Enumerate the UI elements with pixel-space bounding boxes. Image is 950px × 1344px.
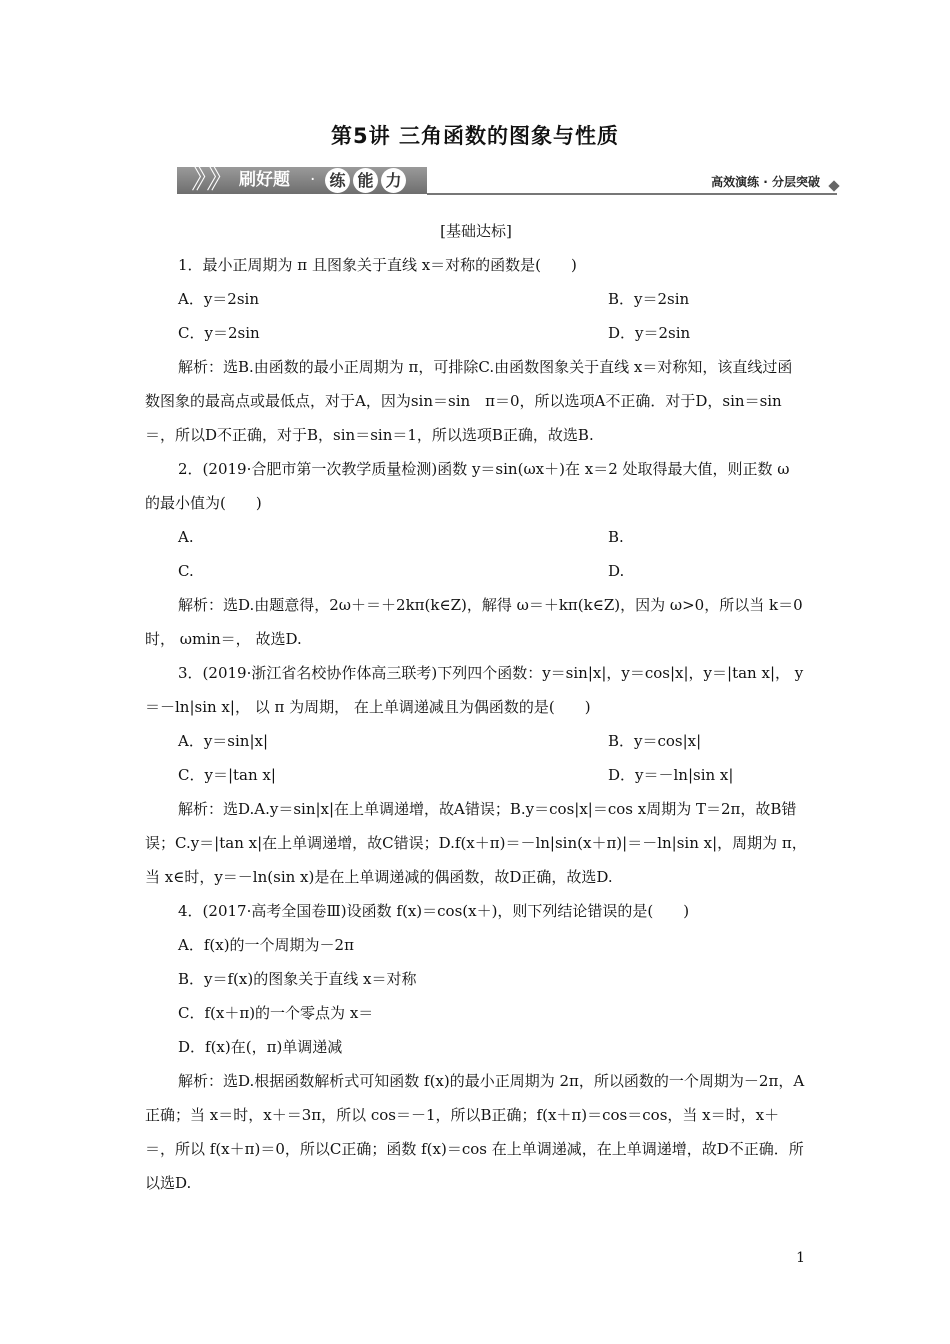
- chevron-right-icon: 》》: [191, 161, 236, 196]
- analysis-text: 解析：选D.由题意得，2ω＋＝＋2kπ(k∈Z)，解得 ω＝＋kπ(k∈Z)，因为 ω>0，所以当 k＝0 时， ωmin＝， 故选D.: [145, 596, 803, 648]
- page-number: 1: [796, 1250, 805, 1266]
- option-c: C．y＝2sin: [178, 324, 260, 342]
- option-c: C．f(x＋π)的一个零点为 x＝: [178, 1004, 374, 1022]
- banner-circle-char: 力: [381, 168, 406, 193]
- option-d: D．f(x)在(，π)单调递减: [178, 1038, 343, 1056]
- option-a: A．f(x)的一个周期为－2π: [178, 936, 354, 954]
- banner-circle-char: 练: [325, 168, 350, 193]
- analysis-text: 解析：选D.根据函数解析式可知函数 f(x)的最小正周期为 2π，所以函数的一个周期为－2π，A正确；当 x＝时，x＋＝3π，所以 cos＝－1，所以B正确；f(x＋π)＝cos＝cos，当 x＝时，x＋＝，所以 f(x＋π)＝0，所以C正确；函数 f(x)＝cos 在上单调递减，在上单调递增，故D不正确．所以选D.: [145, 1072, 805, 1192]
- question-stem: 4．(2017·高考全国卷Ⅲ)设函数 f(x)＝cos(x＋)，则下列结论错误的是( ): [178, 902, 690, 920]
- option-d: D.: [608, 562, 625, 580]
- exercise-content: [145, 214, 807, 1200]
- option-row: [145, 724, 807, 758]
- option-b: B.: [608, 528, 624, 546]
- option-b: B．y＝f(x)的图象关于直线 x＝对称: [178, 970, 417, 988]
- option-row: [145, 282, 807, 316]
- section-banner: [177, 163, 840, 197]
- option-d: D．y＝2sin: [608, 324, 691, 342]
- banner-rule: [427, 193, 837, 195]
- diamond-icon: [828, 180, 839, 191]
- banner-circle-char: 能: [353, 168, 378, 193]
- option-row: [145, 758, 807, 792]
- banner-right-text: 高效演练 · 分层突破: [711, 175, 820, 189]
- option-row: [145, 554, 807, 588]
- analysis-text: 解析：选B.由函数的最小正周期为 π，可排除C.由函数图象关于直线 x＝对称知，该直线过函数图象的最高点或最低点，对于A，因为sin＝sin π＝0，所以选项A不正确．对于D，sin＝sin＝，所以D不正确，对于B，sin＝sin＝1，所以选项B正确，故选B.: [145, 358, 793, 444]
- option-b: B．y＝cos|x|: [608, 732, 702, 750]
- banner-dot: ·: [310, 170, 316, 190]
- lesson-title: 第5讲 三角函数的图象与性质: [331, 124, 619, 148]
- analysis-text: 解析：选D.A.y＝sin|x|在上单调递增，故A错误；B.y＝cos|x|＝cos x周期为 T＝2π，故B错误；C.y＝|tan x|在上单调递增，故C错误；D.f(x＋π)＝－ln|sin(x＋π)|＝－ln|sin x|，周期为 π，当 x∈时，y＝－ln(sin x)是在上单调递减的偶函数，故D正确，故选D.: [145, 800, 807, 886]
- question-stem: 3．(2019·浙江省名校协作体高三联考)下列四个函数：y＝sin|x|，y＝cos|x|，y＝|tan x|， y＝－ln|sin x|， 以 π 为周期， 在上单调递减且为偶函数的是( ): [145, 664, 804, 716]
- option-c: C．y＝|tan x|: [178, 766, 276, 784]
- option-d: D．y＝－ln|sin x|: [608, 766, 734, 784]
- banner-label: 刷好题: [239, 170, 290, 190]
- section-heading: [基础达标]: [440, 222, 512, 240]
- option-row: [145, 520, 807, 554]
- option-a: A.: [178, 528, 194, 546]
- option-a: A．y＝2sin: [178, 290, 260, 308]
- question-stem: 2．(2019·合肥市第一次教学质量检测)函数 y＝sin(ωx＋)在 x＝2 处取得最大值，则正数 ω 的最小值为( ): [145, 460, 790, 512]
- option-c: C.: [178, 562, 194, 580]
- option-row: [145, 316, 807, 350]
- option-b: B．y＝2sin: [608, 290, 690, 308]
- option-a: A．y＝sin|x|: [178, 732, 269, 750]
- question-stem: 1．最小正周期为 π 且图象关于直线 x＝对称的函数是( ): [178, 256, 577, 274]
